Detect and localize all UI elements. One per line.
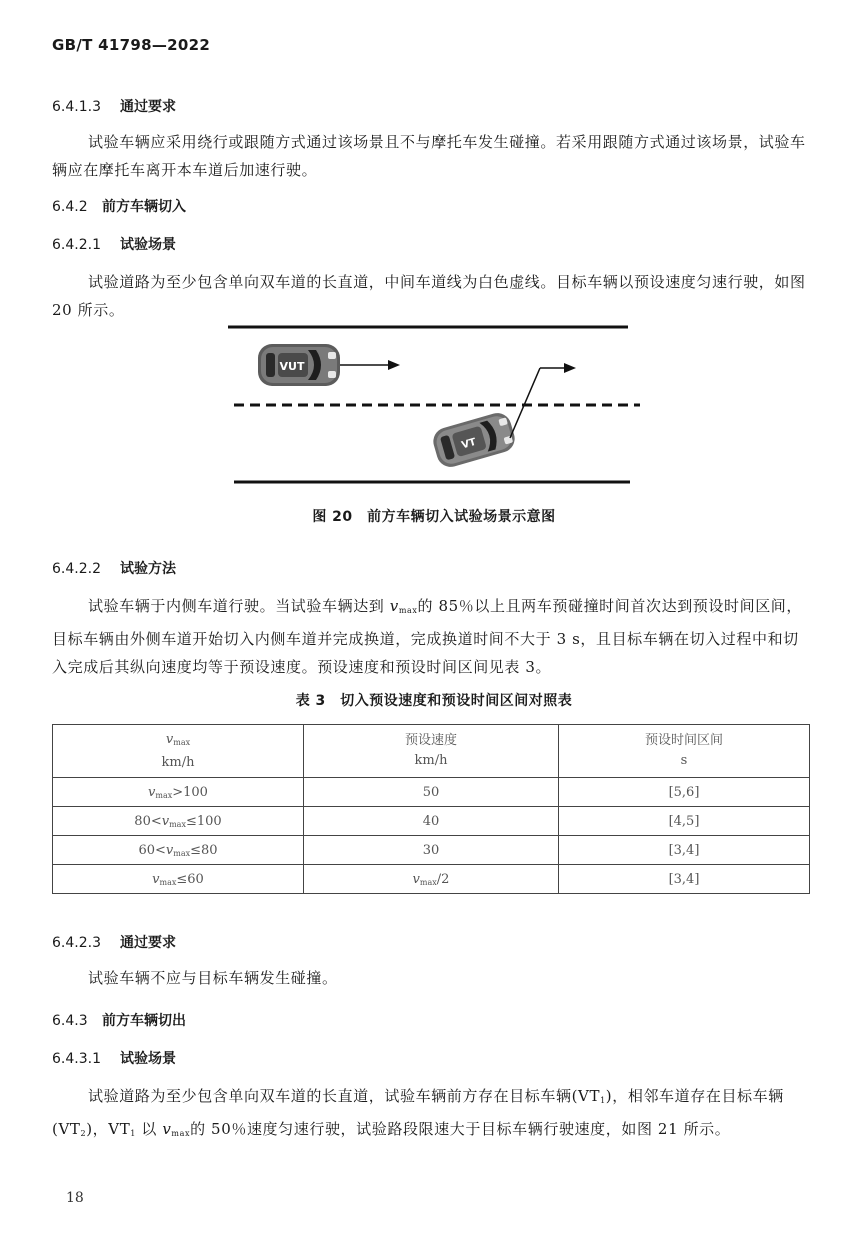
vmax-range-cell: $80<v_{max}\le 100$ (53, 807, 304, 836)
text-run: 的 50％速度匀速行驶，试验路段限速大于目标车辆行驶速度，如图 21 所示。 (190, 1120, 731, 1138)
section-heading-6-4-2-1 (52, 234, 176, 254)
paragraph-6-4-2-2 (52, 592, 810, 681)
vmax-range-cell: $v_{max}\le 60$ (53, 865, 304, 894)
table-3-caption: 表 3 切入预设速度和预设时间区间对照表 (295, 693, 573, 709)
section-number: 6.4.2.3 (52, 935, 101, 951)
vt-cut-in-path (510, 368, 540, 438)
v-subscript: max (171, 1129, 191, 1138)
section-number: 6.4.2.1 (52, 237, 101, 253)
table-header-row (53, 725, 810, 778)
header-unit: km/h (161, 754, 195, 770)
v-symbol: v (165, 731, 174, 747)
section-title: 前方车辆切入 (102, 199, 186, 215)
section-number: 6.4.3.1 (52, 1051, 101, 1067)
paragraph-6-4-3-1 (52, 1082, 810, 1148)
preset-interval-cell: [3,4] (559, 865, 810, 894)
section-title: 试验场景 (120, 1051, 176, 1067)
vut-car-icon (258, 344, 340, 386)
section-heading-6-4-3-1 (52, 1048, 176, 1068)
v-symbol: v (389, 597, 399, 615)
text-run: )，相邻车道存在目标车辆(VT (52, 1087, 784, 1138)
table-3 (52, 724, 810, 894)
section-number: 6.4.2.2 (52, 561, 101, 577)
section-title: 前方车辆切出 (102, 1013, 186, 1029)
vut-label: VUT (279, 360, 305, 373)
subscript: 1 (130, 1129, 136, 1138)
paragraph-6-4-1-3: 试验车辆应采用绕行或跟随方式通过该场景且不与摩托车发生碰撞。若采用跟随方式通过该场景，试验车辆应在摩托车离开本车道后加速行驶。 (52, 133, 806, 179)
subscript: 1 (600, 1096, 606, 1105)
figure-20-caption: 图 20 前方车辆切入试验场景示意图 (312, 509, 556, 525)
text-run: 的 85％以上且两车预碰撞时间首次达到预设时间区间，目标车辆由外侧车道开始切入内侧车道并完成换道，完成换道时间不大于 3 s，且目标车辆在切入过程中和切入完成后其纵向速度均等于预设速度。预设速度和预设时间区间见表 3。 (52, 597, 802, 676)
figure-20-diagram (220, 318, 650, 490)
section-title: 通过要求 (120, 99, 176, 115)
page-number: 18 (66, 1190, 84, 1206)
paragraph-6-4-2-1: 试验道路为至少包含单向双车道的长直道，中间车道线为白色虚线。目标车辆以预设速度匀速行驶，如图 20 所示。 (52, 273, 806, 319)
header-unit: s (680, 753, 688, 768)
text-run: )，VT (86, 1120, 131, 1138)
vt-label: VT (460, 436, 478, 452)
vmax-range-cell: $v_{max}>100$ (53, 778, 304, 807)
header-vmax (53, 725, 304, 778)
text-run: 试验道路为至少包含单向双车道的长直道，试验车辆前方存在目标车辆(VT (88, 1087, 601, 1105)
standard-code: GB/T 41798—2022 (52, 36, 211, 54)
paragraph-6-4-2-3: 试验车辆不应与目标车辆发生碰撞。 (88, 969, 338, 987)
vt-arrow-head (564, 363, 576, 373)
section-heading-6-4-1-3 (52, 96, 176, 116)
header-name: 预设时间区间 (644, 733, 723, 748)
section-number: 6.4.1.3 (52, 99, 101, 115)
preset-speed-cell: 50 (304, 778, 559, 807)
text-run: 以 (136, 1120, 163, 1138)
v-subscript: max (398, 606, 418, 615)
preset-interval-cell: [5,6] (559, 778, 810, 807)
header-unit: km/h (414, 753, 448, 768)
vmax-range-cell: $60<v_{max}\le 80$ (53, 836, 304, 865)
table-row (53, 807, 810, 836)
preset-speed-cell: 30 (304, 836, 559, 865)
section-heading-6-4-2-2 (52, 558, 176, 578)
subscript: 2 (80, 1129, 87, 1138)
section-heading-6-4-2-3 (52, 932, 176, 952)
vut-arrow-head (388, 360, 400, 370)
preset-speed-cell: $v_{max}/2$ (304, 865, 559, 894)
preset-speed-cell: 40 (304, 807, 559, 836)
section-title: 试验方法 (120, 561, 176, 577)
vt-car-icon (430, 410, 518, 471)
table-row (53, 865, 810, 894)
v-subscript: max (173, 737, 191, 747)
table-row (53, 836, 810, 865)
v-symbol: v (162, 1120, 172, 1138)
header-preset-interval (559, 725, 810, 778)
header-preset-speed (304, 725, 559, 778)
section-heading-6-4-3 (52, 1010, 186, 1030)
table-row (53, 778, 810, 807)
preset-interval-cell: [3,4] (559, 836, 810, 865)
section-number: 6.4.3 (52, 1013, 88, 1029)
preset-interval-cell: [4,5] (559, 807, 810, 836)
section-heading-6-4-2 (52, 196, 186, 216)
text-run: 试验车辆于内侧车道行驶。当试验车辆达到 (88, 597, 390, 615)
section-title: 试验场景 (120, 237, 176, 253)
section-title: 通过要求 (120, 935, 176, 951)
header-name: 预设速度 (404, 733, 457, 748)
section-number: 6.4.2 (52, 199, 88, 215)
